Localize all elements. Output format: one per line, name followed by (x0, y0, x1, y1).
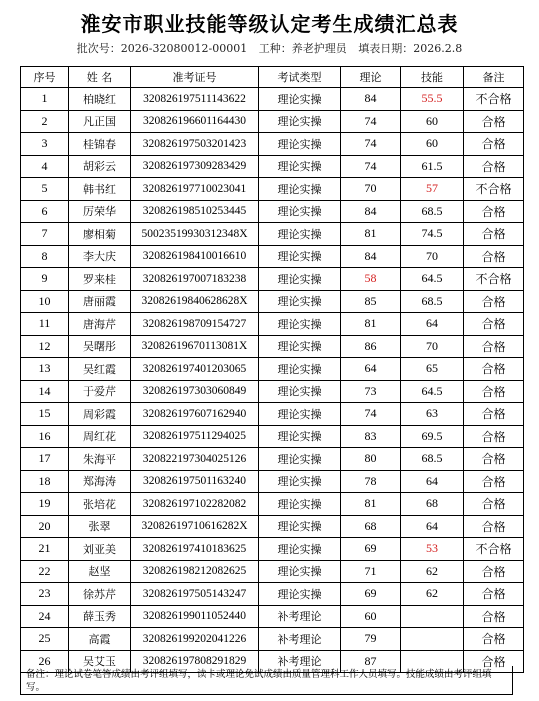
cell-note: 合格 (464, 245, 524, 268)
table-row (21, 470, 524, 493)
cell-note: 合格 (464, 493, 524, 516)
cell-skill: 60 (401, 110, 464, 133)
cell-type: 理论实操 (259, 470, 341, 493)
cell-id: 320826198510253445 (131, 200, 259, 223)
cell-no: 13 (21, 358, 69, 381)
cell-skill: 57 (401, 178, 464, 201)
cell-no: 15 (21, 403, 69, 426)
cell-id: 320826197102282082 (131, 493, 259, 516)
cell-id: 320826197511143622 (131, 88, 259, 111)
cell-name: 赵坚 (69, 560, 131, 583)
table-row (21, 200, 524, 223)
cell-skill: 70 (401, 245, 464, 268)
cell-skill: 55.5 (401, 88, 464, 111)
cell-type: 补考理论 (259, 628, 341, 651)
cell-no: 3 (21, 133, 69, 156)
cell-note: 合格 (464, 448, 524, 471)
cell-id: 320826197808291829 (131, 650, 259, 673)
cell-no: 2 (21, 110, 69, 133)
cell-no: 1 (21, 88, 69, 111)
cell-note: 合格 (464, 425, 524, 448)
cell-name: 李大庆 (69, 245, 131, 268)
fill-date: 填表日期：2026.2.8 (358, 42, 463, 55)
cell-theory: 84 (341, 245, 401, 268)
cell-no: 24 (21, 605, 69, 628)
cell-id: 320826197309283429 (131, 155, 259, 178)
cell-name: 张培花 (69, 493, 131, 516)
cell-type: 理论实操 (259, 155, 341, 178)
cell-name: 吴艾玉 (69, 650, 131, 673)
cell-skill: 62 (401, 583, 464, 606)
cell-id: 320826198709154727 (131, 313, 259, 336)
cell-theory: 58 (341, 268, 401, 291)
cell-note: 合格 (464, 628, 524, 651)
cell-id: 320826197501163240 (131, 470, 259, 493)
cell-id: 320826198410016610 (131, 245, 259, 268)
cell-theory: 69 (341, 583, 401, 606)
cell-type: 理论实操 (259, 245, 341, 268)
table-row (21, 560, 524, 583)
cell-no: 23 (21, 583, 69, 606)
cell-type: 理论实操 (259, 380, 341, 403)
header-meta (0, 40, 539, 56)
cell-id: 320826196601164430 (131, 110, 259, 133)
cell-theory: 68 (341, 515, 401, 538)
cell-skill (401, 628, 464, 651)
cell-no: 9 (21, 268, 69, 291)
cell-skill: 68.5 (401, 290, 464, 313)
cell-name: 唐海芹 (69, 313, 131, 336)
cell-type: 理论实操 (259, 133, 341, 156)
cell-note: 合格 (464, 560, 524, 583)
cell-note: 合格 (464, 200, 524, 223)
col-header-name: 姓 名 (69, 67, 131, 88)
cell-id: 320826197505143247 (131, 583, 259, 606)
score-table (20, 66, 524, 673)
cell-skill: 64 (401, 515, 464, 538)
cell-note: 合格 (464, 515, 524, 538)
table-row (21, 628, 524, 651)
cell-skill: 61.5 (401, 155, 464, 178)
col-header-theory: 理论 (341, 67, 401, 88)
cell-name: 刘亚美 (69, 538, 131, 561)
cell-skill: 68.5 (401, 448, 464, 471)
cell-no: 18 (21, 470, 69, 493)
cell-note: 合格 (464, 313, 524, 336)
cell-skill: 64 (401, 470, 464, 493)
cell-type: 理论实操 (259, 290, 341, 313)
footer-note: 备注：理论试卷笔答成绩由考评组填写，读卡或理论免试成绩由质量管理科工作人员填写。技能成绩由考评组填写。 (20, 666, 513, 695)
cell-type: 理论实操 (259, 448, 341, 471)
cell-note: 不合格 (464, 88, 524, 111)
cell-note: 合格 (464, 223, 524, 246)
cell-id: 320826197007183238 (131, 268, 259, 291)
cell-id: 320826197303060849 (131, 380, 259, 403)
cell-theory: 81 (341, 313, 401, 336)
cell-type: 理论实操 (259, 538, 341, 561)
cell-theory: 85 (341, 290, 401, 313)
table-row (21, 155, 524, 178)
cell-note: 不合格 (464, 178, 524, 201)
table-row (21, 493, 524, 516)
cell-name: 凡正国 (69, 110, 131, 133)
table-row (21, 245, 524, 268)
cell-name: 柏晓红 (69, 88, 131, 111)
col-header-skill: 技能 (401, 67, 464, 88)
cell-theory: 70 (341, 178, 401, 201)
table-row (21, 425, 524, 448)
table-row (21, 515, 524, 538)
cell-name: 韩书红 (69, 178, 131, 201)
cell-name: 于爱芹 (69, 380, 131, 403)
table-row (21, 380, 524, 403)
cell-note: 合格 (464, 583, 524, 606)
cell-id: 320826199202041226 (131, 628, 259, 651)
cell-note: 合格 (464, 650, 524, 673)
cell-type: 理论实操 (259, 88, 341, 111)
cell-type: 理论实操 (259, 268, 341, 291)
cell-name: 唐丽霞 (69, 290, 131, 313)
table-row (21, 88, 524, 111)
table-row (21, 290, 524, 313)
cell-name: 周红花 (69, 425, 131, 448)
cell-id: 320826197401203065 (131, 358, 259, 381)
cell-type: 理论实操 (259, 493, 341, 516)
cell-id: 32082619710616282X (131, 515, 259, 538)
cell-id: 320826199011052440 (131, 605, 259, 628)
table-row (21, 335, 524, 358)
cell-theory: 81 (341, 493, 401, 516)
batch-number: 批次号：2026-32080012-00001 (76, 42, 248, 55)
cell-name: 罗来桂 (69, 268, 131, 291)
cell-skill: 63 (401, 403, 464, 426)
cell-theory: 73 (341, 380, 401, 403)
cell-theory: 80 (341, 448, 401, 471)
cell-no: 19 (21, 493, 69, 516)
table-row (21, 448, 524, 471)
cell-note: 合格 (464, 155, 524, 178)
cell-id: 50023519930312348X (131, 223, 259, 246)
cell-name: 徐苏芹 (69, 583, 131, 606)
cell-id: 320826197511294025 (131, 425, 259, 448)
cell-id: 320826197607162940 (131, 403, 259, 426)
col-header-id: 准考证号 (131, 67, 259, 88)
cell-note: 合格 (464, 605, 524, 628)
cell-skill: 68.5 (401, 200, 464, 223)
cell-name: 郑海涛 (69, 470, 131, 493)
cell-name: 厉荣华 (69, 200, 131, 223)
cell-theory: 87 (341, 650, 401, 673)
cell-type: 理论实操 (259, 425, 341, 448)
cell-note: 合格 (464, 110, 524, 133)
cell-theory: 84 (341, 200, 401, 223)
cell-skill: 65 (401, 358, 464, 381)
cell-note: 不合格 (464, 538, 524, 561)
cell-skill: 69.5 (401, 425, 464, 448)
cell-theory: 83 (341, 425, 401, 448)
cell-id: 32082619840628628X (131, 290, 259, 313)
cell-type: 理论实操 (259, 335, 341, 358)
cell-note: 合格 (464, 470, 524, 493)
cell-theory: 74 (341, 133, 401, 156)
cell-name: 吴红霞 (69, 358, 131, 381)
cell-skill: 53 (401, 538, 464, 561)
cell-theory: 79 (341, 628, 401, 651)
cell-note: 合格 (464, 133, 524, 156)
cell-note: 合格 (464, 403, 524, 426)
cell-type: 理论实操 (259, 178, 341, 201)
cell-type: 理论实操 (259, 583, 341, 606)
cell-id: 320826198212082625 (131, 560, 259, 583)
cell-no: 16 (21, 425, 69, 448)
cell-theory: 74 (341, 155, 401, 178)
cell-no: 4 (21, 155, 69, 178)
cell-id: 320826197710023041 (131, 178, 259, 201)
cell-theory: 71 (341, 560, 401, 583)
cell-theory: 74 (341, 403, 401, 426)
cell-theory: 60 (341, 605, 401, 628)
cell-name: 吴曙彤 (69, 335, 131, 358)
cell-name: 廖相菊 (69, 223, 131, 246)
cell-no: 11 (21, 313, 69, 336)
cell-no: 6 (21, 200, 69, 223)
table-row (21, 110, 524, 133)
cell-theory: 81 (341, 223, 401, 246)
cell-note: 合格 (464, 290, 524, 313)
cell-id: 32082619670113081X (131, 335, 259, 358)
page-title: 淮安市职业技能等级认定考生成绩汇总表 (80, 12, 459, 36)
cell-name: 胡彩云 (69, 155, 131, 178)
table-row (21, 268, 524, 291)
col-header-no: 序号 (21, 67, 69, 88)
cell-no: 22 (21, 560, 69, 583)
cell-name: 桂锦春 (69, 133, 131, 156)
cell-theory: 74 (341, 110, 401, 133)
cell-no: 12 (21, 335, 69, 358)
cell-skill: 62 (401, 560, 464, 583)
cell-no: 17 (21, 448, 69, 471)
cell-no: 25 (21, 628, 69, 651)
table-row (21, 538, 524, 561)
cell-id: 320826197503201423 (131, 133, 259, 156)
cell-name: 高霞 (69, 628, 131, 651)
col-header-type: 考试类型 (259, 67, 341, 88)
cell-id: 320826197410183625 (131, 538, 259, 561)
cell-name: 薛玉秀 (69, 605, 131, 628)
table-header-row (21, 67, 524, 88)
col-header-note: 备注 (464, 67, 524, 88)
cell-no: 26 (21, 650, 69, 673)
cell-name: 周彩霞 (69, 403, 131, 426)
cell-skill: 74.5 (401, 223, 464, 246)
cell-note: 合格 (464, 380, 524, 403)
table-row (21, 403, 524, 426)
cell-id: 320822197304025126 (131, 448, 259, 471)
cell-no: 14 (21, 380, 69, 403)
cell-type: 补考理论 (259, 650, 341, 673)
cell-no: 20 (21, 515, 69, 538)
table-row (21, 223, 524, 246)
table-row (21, 605, 524, 628)
job-type: 工种：养老护理员 (258, 42, 347, 55)
cell-skill: 64 (401, 313, 464, 336)
cell-note: 合格 (464, 335, 524, 358)
cell-theory: 78 (341, 470, 401, 493)
cell-note: 不合格 (464, 268, 524, 291)
cell-no: 5 (21, 178, 69, 201)
cell-type: 理论实操 (259, 110, 341, 133)
cell-type: 理论实操 (259, 403, 341, 426)
table-row (21, 178, 524, 201)
cell-type: 补考理论 (259, 605, 341, 628)
cell-theory: 69 (341, 538, 401, 561)
table-row (21, 313, 524, 336)
cell-no: 8 (21, 245, 69, 268)
cell-skill: 68 (401, 493, 464, 516)
cell-skill: 64.5 (401, 268, 464, 291)
cell-skill: 60 (401, 133, 464, 156)
cell-no: 10 (21, 290, 69, 313)
cell-no: 21 (21, 538, 69, 561)
table-row (21, 133, 524, 156)
cell-type: 理论实操 (259, 358, 341, 381)
cell-no: 7 (21, 223, 69, 246)
cell-type: 理论实操 (259, 313, 341, 336)
cell-skill: 70 (401, 335, 464, 358)
cell-skill (401, 605, 464, 628)
cell-name: 张翠 (69, 515, 131, 538)
cell-type: 理论实操 (259, 560, 341, 583)
cell-type: 理论实操 (259, 223, 341, 246)
cell-theory: 64 (341, 358, 401, 381)
cell-skill: 64.5 (401, 380, 464, 403)
cell-type: 理论实操 (259, 515, 341, 538)
cell-theory: 84 (341, 88, 401, 111)
cell-name: 朱海平 (69, 448, 131, 471)
cell-type: 理论实操 (259, 200, 341, 223)
cell-note: 合格 (464, 358, 524, 381)
table-row (21, 358, 524, 381)
cell-theory: 86 (341, 335, 401, 358)
table-row (21, 583, 524, 606)
